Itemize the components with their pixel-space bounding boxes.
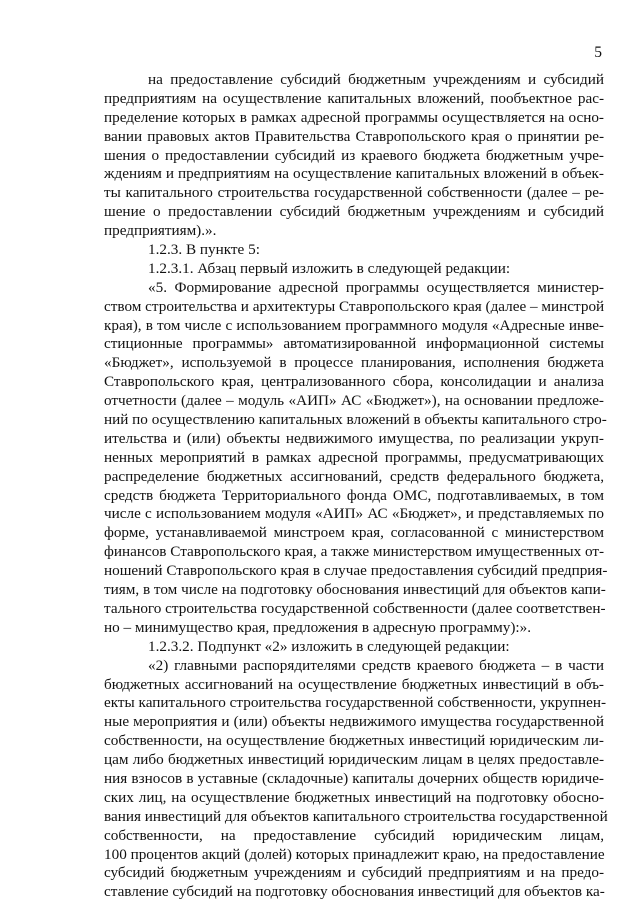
- text-line: вания инвестиций для объектов капитального строительства государственной: [104, 807, 608, 825]
- text-line: ные мероприятия и (или) объекты недвижимого имущества государственной: [104, 713, 604, 731]
- text-line: ских лиц, на осуществление бюджетных инвестиций на подготовку обосно-: [104, 788, 604, 806]
- text-line: ненных мероприятий в рамках адресной программы, предусматривающих: [104, 448, 604, 466]
- text-line: «2) главными распорядителями средств краевого бюджета – в части: [148, 656, 604, 674]
- text-line: числе с использованием модуля «АИП» АС «Бюджет», и представляемых по: [104, 505, 604, 523]
- text-line: субсидий бюджетным учреждениям и субсидий предприятиям и на предо-: [104, 864, 604, 882]
- text-line: предприятиям на осуществление капитальных вложений, пообъектное рас-: [104, 89, 604, 107]
- text-line: ношений Ставропольского края в случае предоставления субсидий предприя-: [104, 562, 608, 580]
- text-line: форме, устанавливаемой минстроем края, согласованной с министерством: [104, 524, 604, 542]
- text-line: края), в том числе с использованием программного модуля «Адресные инве-: [104, 316, 604, 334]
- text-line: но – минимущество края, предложения в адресную программу):».: [104, 618, 532, 636]
- text-line: 1.2.3.1. Абзац первый изложить в следующей редакции:: [148, 259, 511, 277]
- text-line: Ставропольского края, централизованного сбора, консолидации и анализа: [104, 373, 604, 391]
- page-number: 5: [594, 44, 602, 61]
- text-line: 1.2.3.2. Подпункт «2» изложить в следующей редакции:: [148, 637, 510, 655]
- text-line: цам либо бюджетных инвестиций юридическим лицам в целях предоставле-: [104, 751, 604, 769]
- text-line: 100 процентов акций (долей) которых принадлежит краю, на предоставление: [104, 845, 605, 863]
- text-line: собственности, на осуществление бюджетных инвестиций юридическим ли-: [104, 732, 604, 750]
- text-line: тиям, в том числе на подготовку обоснования инвестиций для объектов капи-: [104, 581, 606, 599]
- text-line: пределение которых в рамках адресной программы осуществляется на осно-: [104, 108, 604, 126]
- text-line: «5. Формирование адресной программы осуществляется министер-: [148, 278, 604, 296]
- text-line: распределение бюджетных ассигнований, средств федерального бюджета,: [104, 467, 604, 485]
- text-line: ставление субсидий на подготовку обоснования инвестиций для объектов ка-: [104, 883, 605, 901]
- text-line: ты капитального строительства государственной собственности (далее – ре-: [104, 184, 604, 202]
- text-line: бюджетных ассигнований на осуществление бюджетных инвестиций в объ-: [104, 675, 604, 693]
- text-line: предприятиям).».: [104, 222, 217, 240]
- text-line: ством строительства и архитектуры Ставропольского края (далее – минстрой: [104, 297, 605, 315]
- document-body: [104, 71, 608, 902]
- text-line: на предоставление субсидий бюджетным учреждениям и субсидий: [148, 71, 604, 88]
- text-line: финансов Ставропольского края, а также министерством имущественных от-: [104, 543, 605, 561]
- text-line: ительства и (или) объекты недвижимого имущества, по реализации укруп-: [104, 429, 604, 447]
- text-line: средств бюджета Территориального фонда ОМС, подготавливаемых, в том: [104, 486, 604, 504]
- text-line: шения о предоставлении субсидий из краевого бюджета бюджетным учре-: [104, 146, 604, 164]
- text-line: отчетности (далее – модуль «АИП» АС «Бюджет»), на основании предложе-: [104, 392, 604, 410]
- text-line: собственности, на предоставление субсидий юридическим лицам,: [104, 826, 604, 844]
- text-line: 1.2.3. В пункте 5:: [148, 241, 260, 259]
- text-line: тального строительства государственной собственности (далее соответствен-: [104, 599, 606, 617]
- text-line: стиционные программы» автоматизированной информационной системы: [104, 335, 604, 353]
- text-line: ждениям и предприятиям на осуществление капитальных вложений в объек-: [104, 165, 604, 183]
- text-line: шение о предоставлении субсидий бюджетным учреждениям и субсидий: [104, 203, 604, 221]
- text-line: екты капитального строительства государственной собственности, укрупнен-: [104, 694, 607, 712]
- text-line: «Бюджет», используемой в процессе планирования, исполнения бюджета: [104, 354, 604, 372]
- text-line: вании правовых актов Правительства Ставропольского края о принятии ре-: [104, 127, 604, 145]
- text-line: ний по осуществлению капитальных вложений в объекты капитального стро-: [104, 411, 607, 429]
- text-line: ния взносов в уставные (складочные) капиталы дочерних обществ юридиче-: [104, 769, 604, 787]
